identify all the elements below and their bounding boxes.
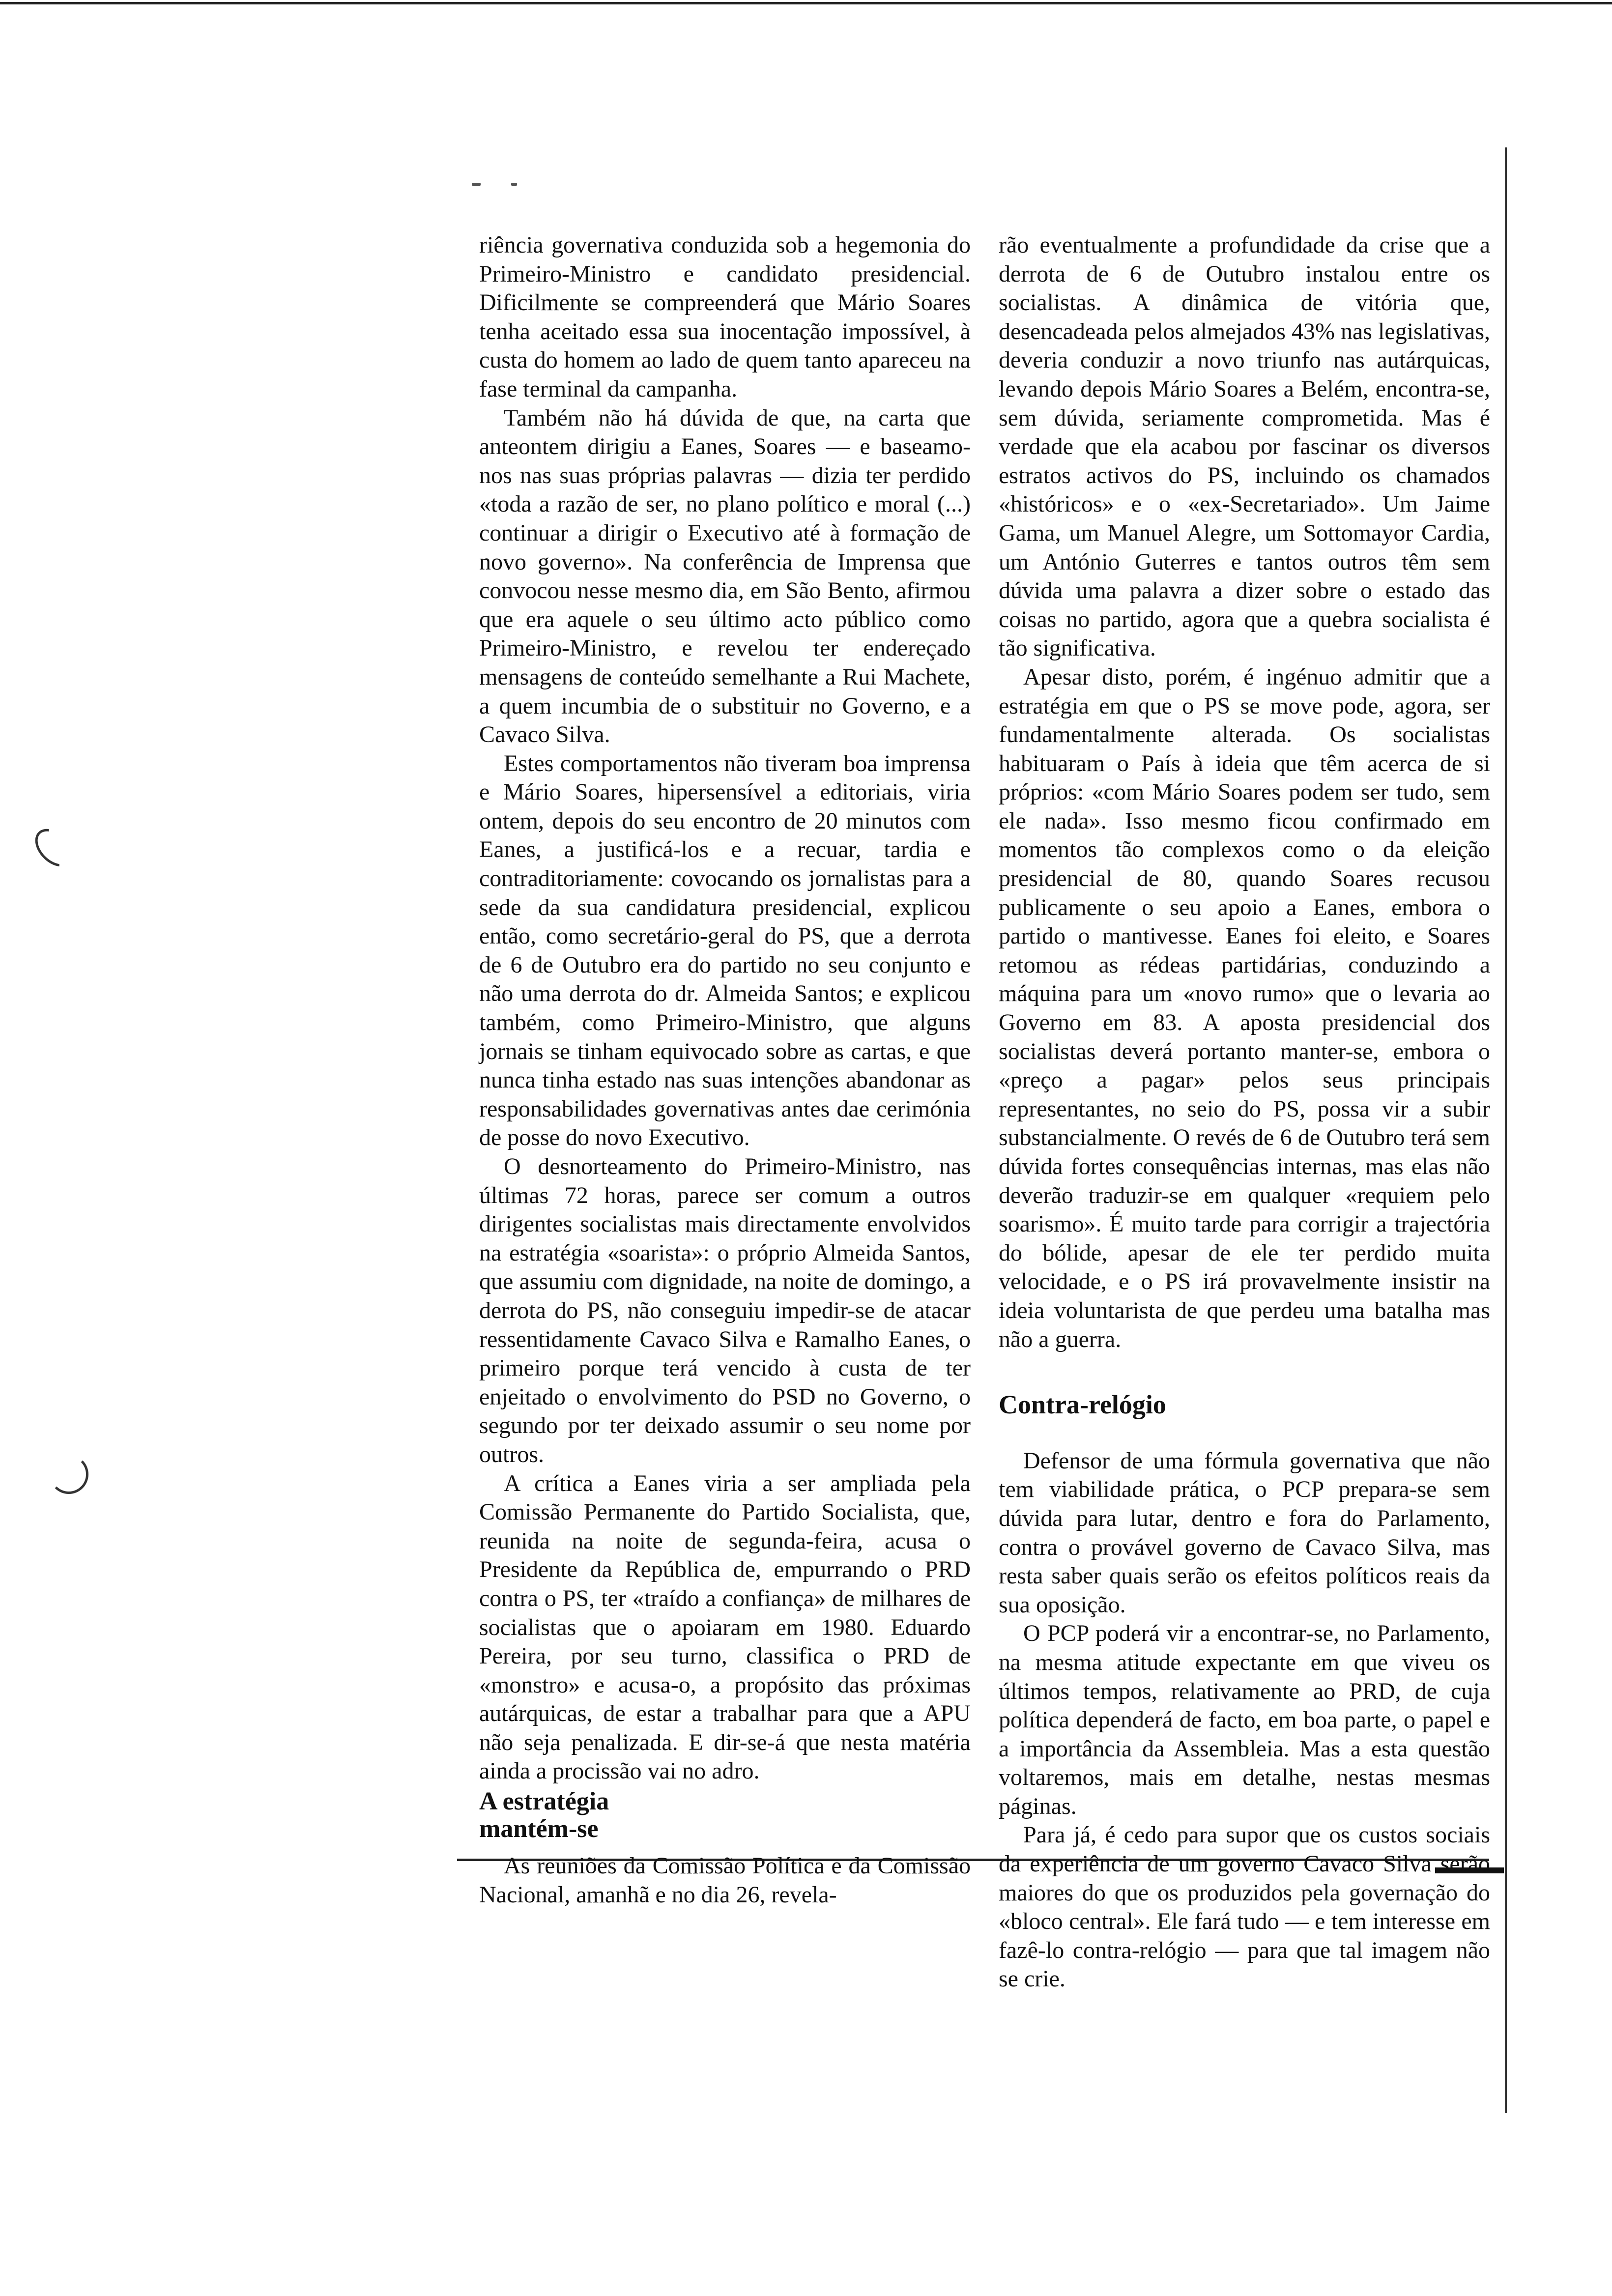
paragraph: Defensor de uma fórmula governativa que não tem viabilidade prática, o PCP prepara-se sem dúvida para lutar, dentro e fora do Parlamento, contra o provável governo de Cavaco Silva, mas resta saber quais serão os efeitos políticos reais da sua oposição. xyxy=(999,1447,1490,1618)
section-heading xyxy=(479,1788,971,1843)
section-heading: Contra-relógio xyxy=(999,1390,1166,1420)
scan-speck xyxy=(472,183,481,186)
paragraph: Apesar disto, porém, é ingénuo admitir que a estratégia em que o PS se move pode, agora, ser fundamentalmente alterada. Os socialistas habituaram o País à ideia que têm acerca de si próprios: «com Mário Soares podem ser tudo, sem ele nada». Isso mesmo ficou confirmado em momentos tão complexos como o da eleição presidencial de 80, quando Soares recusou publicamente o seu apoio a Eanes, embora o partido o mantivesse. Eanes foi eleito, e Soares retomou as rédeas partidárias, conduzindo a máquina para um «novo rumo» que o levaria ao Governo em 83. A aposta presidencial dos socialistas deverá portanto manter-se, embora o «preço a pagar» pelos seus principais representantes, no seio do PS, possa vir a subir substancialmente. O revés de 6 de Outubro terá sem dúvida fortes consequências internas, mas elas não deverão traduzir-se em qualquer «requiem pelo soarismo». É muito tarde para corrigir a trajectória do bólide, apesar de ele ter perdido muita velocidade, e o PS irá provavelmente insistir na ideia voluntarista de que perdeu uma batalha mas não a guerra. xyxy=(999,663,1490,1352)
paragraph: rão eventualmente a profundidade da crise que a derrota de 6 de Outubro instalou entre os socialistas. A dinâmica de vitória que, desencadeada pelos almejados 43% nas legislativas, deveria conduzir a novo triunfo nas autárquicas, levando depois Mário Soares a Belém, encontra-se, sem dúvida, seriamente comprometida. Mas é verdade que ela acabou por fascinar os diversos estratos activos do PS, incluindo os chamados «históricos» e o «ex-Secretariado». Um Jaime Gama, um Manuel Alegre, um Sottomayor Cardia, um António Guterres e tantos outros têm sem dúvida uma palavra a dizer sobre o estado das coisas no partido, agora que a quebra socialista é tão significativa. xyxy=(999,232,1490,661)
right-border-line xyxy=(1505,147,1507,2113)
article-left-column xyxy=(479,231,971,1909)
article-right-column xyxy=(999,231,1490,1994)
paragraph: O desnorteamento do Primeiro-Ministro, nas últimas 72 horas, parece ser comum a outros dirigentes socialistas mais directamente envolvidos na estratégia «soarista»: o próprio Almeida Santos, que assumiu com dignidade, na noite de domingo, a derrota do PS, não conseguiu impedir-se de atacar ressentidamente Cavaco Silva e Ramalho Eanes, o primeiro porque terá vencido à custa de ter enjeitado o envolvimento do PSD no Governo, o segundo por ter deixado assumir o seu nome por outros. xyxy=(479,1153,971,1467)
paragraph: riência governativa conduzida sob a hegemonia do Primeiro-Ministro e candidato presidencial. Dificilmente se compreenderá que Mário Soares tenha aceitado essa sua inocentação impossível, à custa do homem ao lado de quem tanto apareceu na fase terminal da campanha. xyxy=(479,232,971,402)
punch-hole-mark xyxy=(28,822,80,874)
paragraph: O PCP poderá vir a encontrar-se, no Parlamento, na mesma atitude expectante em que viveu os últimos tempos, relativamente ao PRD, de cuja política dependerá de facto, em boa parte, o papel e a importância da Assembleia. Mas a esta questão voltaremos, mais em detalhe, nestas mesmas páginas. xyxy=(999,1620,1490,1819)
scan-speck xyxy=(511,183,517,186)
paragraph: A crítica a Eanes viria a ser ampliada pela Comissão Permanente do Partido Socialista, que, reunida na noite de segunda-feira, acusa o Presidente da República de, empurrando o PRD contra o PS, ter «traído a confiança» de milhares de socialistas que o apoiaram em 1980. Eduardo Pereira, por seu turno, classifica o PRD de «monstro» e acusa-o, a propósito das próximas autárquicas, de estar a trabalhar para que a APU não seja penalizada. E dir-se-á que nesta matéria ainda a procissão vai no adro. xyxy=(479,1470,971,1784)
section-heading-line: mantém-se xyxy=(479,1815,599,1843)
section-heading-line: A estratégia xyxy=(479,1787,609,1816)
paragraph: Para já, é cedo para supor que os custos sociais da experiência de um governo Cavaco Silva serão maiores do que os produzidos pela governação do «bloco central». Ele fará tudo — e tem interesse em fazê-lo contra-relógio — para que tal imagem não se crie. xyxy=(999,1822,1490,1992)
paragraph: As reuniões da Comissão Política e da Comissão Nacional, amanhã e no dia 26, revela- xyxy=(479,1853,971,1908)
top-border-line xyxy=(0,2,1612,4)
paragraph: Estes comportamentos não tiveram boa imprensa e Mário Soares, hipersensível a editoriais, viria ontem, depois do seu encontro de 20 minutos com Eanes, a justificá-los e a recuar, tardia e contraditoriamente: covocando os jornalistas para a sede da sua candidatura presidencial, explicou então, como secretário-geral do PS, que a derrota de 6 de Outubro era do partido no seu conjunto e não uma derrota do dr. Almeida Santos; e explicou também, como Primeiro-Ministro, que alguns jornais se tinham equivocado sobre as cartas, e que nunca tinha estado nas suas intenções abandonar as responsabilidades governativas antes dae cerimónia de posse do novo Executivo. xyxy=(479,750,971,1151)
punch-hole-mark xyxy=(49,1455,88,1494)
paragraph: Também não há dúvida de que, na carta que anteontem dirigiu a Eanes, Soares — e baseamo-nos nas suas próprias palavras — dizia ter perdido «toda a razão de ser, no plano político e moral (...) continuar a dirigir o Executivo até à formação de novo governo». Na conferência de Imprensa que convocou nesse mesmo dia, em São Bento, afirmou que era aquele o seu último acto público como Primeiro-Ministro, e revelou ter endereçado mensagens de conteúdo semelhante a Rui Machete, a quem incumbia de o substituir no Governo, e a Cavaco Silva. xyxy=(479,404,971,748)
